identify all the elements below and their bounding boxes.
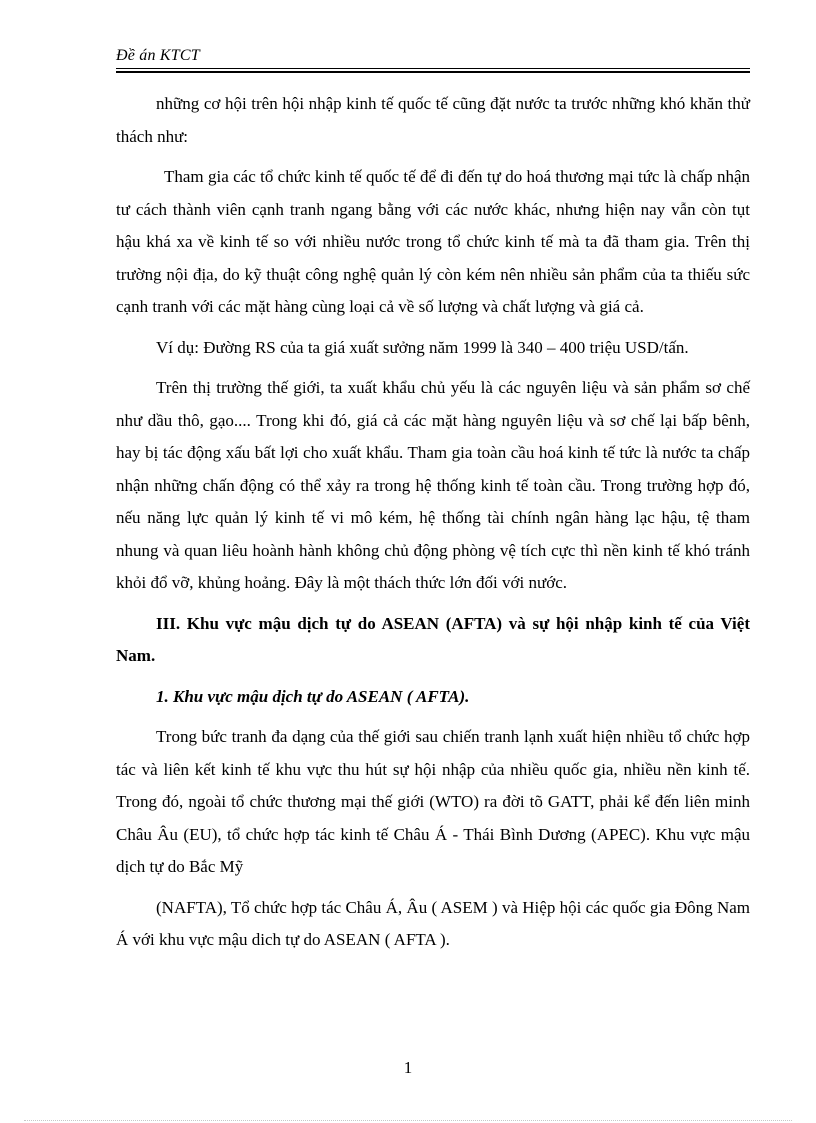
section-heading-iii: III. Khu vực mậu dịch tự do ASEAN (AFTA) và sự hội nhập kinh tế của Việt Nam.: [116, 613, 750, 665]
paragraph-continuation: những cơ hội trên hội nhập kinh tế quốc tế cũng đặt nước ta trước những khó khăn thử thách như:: [116, 94, 750, 146]
page-header: [116, 46, 750, 73]
paragraph-challenges: Tham gia các tổ chức kinh tế quốc tế để đi đến tự do hoá thương mại tức là chấp nhận tư cách thành viên cạnh tranh ngang bằng với các nước khác, nhưng hiện nay vẫn còn tụt hậu khá xa về kinh tế so với nhiều nước trong tổ chức kinh tế mà ta đã tham gia. Trên thị trường nội địa, do kỹ thuật công nghệ quản lý còn kém nên nhiều sản phẩm của ta thiếu sức cạnh tranh với các mặt hàng cùng loại cả về số lượng và chất lượng và giá cả.: [116, 167, 750, 316]
paragraph-nafta: (NAFTA), Tổ chức hợp tác Châu Á, Âu ( ASEM ) và Hiệp hội các quốc gia Đông Nam Á với khu vực mậu dich tự do ASEAN ( AFTA ).: [116, 897, 750, 949]
document-body: [116, 88, 750, 965]
paragraph-organizations: Trong bức tranh đa dạng của thế giới sau chiến tranh lạnh xuất hiện nhiều tổ chức hợp tác và liên kết kinh tế khu vực thu hút sự hội nhập của nhiều quốc gia, nhiều nền kinh tế. Trong đó, ngoài tổ chức thương mại thế giới (WTO) ra đời tõ GATT, phải kể đến liên minh Châu Âu (EU), tổ chức hợp tác kinh tế Châu Á - Thái Bình Dương (APEC). Khu vực mậu dịch tự do Bắc Mỹ: [116, 727, 750, 876]
header-double-rule: [116, 68, 750, 73]
paragraph-example: Ví dụ: Đường RS của ta giá xuất sưởng năm 1999 là 340 – 400 triệu USD/tấn.: [156, 337, 689, 357]
header-title: Đề án KTCT: [116, 47, 200, 64]
subsection-heading-1: 1. Khu vực mậu dịch tự do ASEAN ( AFTA).: [156, 686, 470, 706]
page-bottom-divider: [24, 1120, 792, 1121]
paragraph-world-market: Trên thị trường thế giới, ta xuất khẩu chủ yếu là các nguyên liệu và sản phẩm sơ chế như dầu thô, gạo.... Trong khi đó, giá cả các mặt hàng nguyên liệu và sơ chế lại bấp bênh, hay bị tác động xấu bất lợi cho xuất khẩu. Tham gia toàn cầu hoá kinh tế tức là nước ta chấp nhận những chấn động có thể xảy ra trong hệ thống kinh tế toàn cầu. Trong trường hợp đó, nếu năng lực quản lý kinh tế vi mô kém, hệ thống tài chính ngân hàng lạc hậu, tệ tham nhung và quan liêu hoành hành không chủ động phòng vệ tích cực thì nền kinh tế khó tránh khỏi đổ vỡ, khủng hoảng. Đây là một thách thức lớn đối với nước.: [116, 378, 750, 592]
page-number: 1: [403, 1058, 413, 1077]
